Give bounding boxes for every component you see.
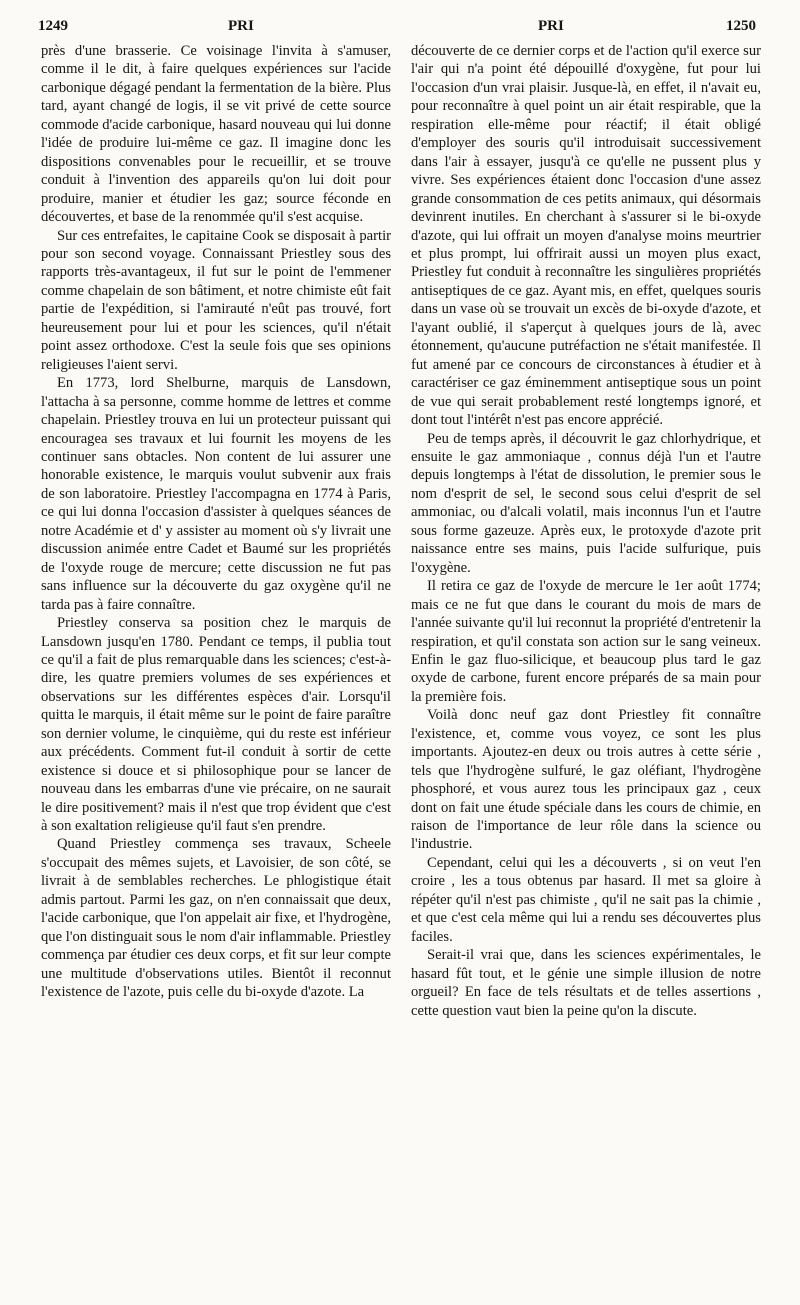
paragraph: Sur ces entrefaites, le capitaine Cook se disposait à partir pour son second voyage. Connaissant Priestley sous des rapports très-avantageux, il fut sur le point de l'emmener comme chapelain de son bâtiment, et notre chimiste eût fait partie de l'expédition, si l'amirauté n'eût pas trouvé, fort heureusement pour lui et pour les sciences, qu'il n'était point assez orthodoxe. C'est la seule fois que ses opinions religieuses l'aient servi. [41,227,391,373]
paragraph: découverte de ce dernier corps et de l'action qu'il exerce sur l'air qui n'a point été dépouillé d'oxygène, fut pour lui l'occasion d'un vrai plaisir. Jusque-là, en effet, il n'avait eu, pour reconnaître à quel point un air était respirable, que la respiration elle-même pour réactif; il était obligé d'employer des souris qu'il introduisait successivement dans l'air à essayer, jusqu'à ce qu'elle ne pussent plus y vivre. Ses expériences étaient donc l'occasion d'une assez grande consommation de ces petits animaux, qui désormais devinrent inutiles. En cherchant à s'assurer si le bi-oxyde d'azote, qui lui offrait un moyen d'analyse moins meurtrier et plus prompt, lui offrirait aussi un moyen plus exact, Priestley fut conduit à reconnaître les singulières propriétés antiseptiques de ce gaz. Ayant mis, en effet, quelques souris dans un vase où se trouvait un excès de bi-oxyde d'azote, et l'ayant oublié, il s'aperçut à quelques jours de là, avec étonnement, qu'aucune putréfaction ne s'était manifestée. Il fut amené par ce concours de circonstances à étudier et à caractériser ce gaz éminemment antiseptique sous un point de vue qui serait probablement resté longtemps ignoré, et dont tout l'intérêt n'est pas encore apprécié. [411,43,761,429]
paragraph: Quand Priestley commença ses travaux, Scheele s'occupait des mêmes sujets, et Lavoisier, de son côté, se livrait à de semblables recherches. Le phlogistique était admis partout. Parmi les gaz, on n'en connaissait que deux, l'acide carbonique, que l'on appelait air fixe, et l'hydrogène, que l'on distinguait sous le nom d'air inflammable. Priestley commença par étudier ces deux corps, et fit sur leur compte une multitude d'observations utiles. Bientôt il reconnut l'existence de l'azote, puis celle du bi-oxyde d'azote. La [41,836,391,1001]
left-column [41,42,391,1002]
right-running-head: PRI [538,18,564,34]
paragraph: Serait-il vrai que, dans les sciences expérimentales, le hasard fût tout, et le génie une simple illusion de notre orgueil? En face de tels résultats et de telles assertions , cette question vaut bien la peine qu'on la discute. [411,947,761,1019]
right-page-number: 1250 [726,18,756,34]
paragraph: Voilà donc neuf gaz dont Priestley fit connaître l'existence, et, comme vous voyez, ce sont les plus importants. Ajoutez-en deux ou trois autres à cette série , tels que l'hydrogène sulfuré, le gaz oléfiant, l'hydrogène phosphoré, et vous aurez tous les principaux gaz , ceux dont on fait une étude spéciale dans les cours de chimie, en raison de l'importance de leur rôle dans la science ou l'industrie. [411,707,761,853]
paragraph: Cependant, celui qui les a découverts , si on veut l'en croire , les a tous obtenus par hasard. Il met sa gloire à répéter qu'il n'est pas chimiste , qu'il ne sait pas la chimie , et que c'est cela même qui lui a rendu ses découvertes plus faciles. [411,854,761,945]
paragraph: Peu de temps après, il découvrit le gaz chlorhydrique, et ensuite le gaz ammoniaque , connus déjà l'un et l'autre depuis longtemps à l'état de dissolution, le premier sous le nom d'esprit de sel, le second sous celui d'esprit de sel ammoniac, ou d'alcali volatil, mais inconnus l'un et l'autre sous forme gazeuze. Après eux, le protoxyde d'azote prit naissance entre ses mains, puis l'acide sulfurique, puis l'oxygène. [411,430,761,576]
paragraph: En 1773, lord Shelburne, marquis de Lansdown, l'attacha à sa personne, comme homme de lettres et comme chapelain. Priestley trouva en lui un protecteur puissant qui encouragea ses travaux et lui fournit les moyens de les continuer sans obtacles. Non content de lui assurer une honorable existence, le marquis voulut subvenir aux frais de son laboratoire. Priestley l'accompagna en 1774 à Paris, ce qui lui donna l'occasion d'assister à quelques séances de notre Académie et d' y assister au moment où s'y livrait une discussion animée entre Cadet et Baumé sur les propriétés de l'oxyde rouge de mercure; cette discussion ne fut pas sans influence sur la découverte du gaz oxygène qu'il ne tarda pas à faire connaître. [41,375,391,613]
left-page-number: 1249 [38,18,68,34]
paragraph: près d'une brasserie. Ce voisinage l'invita à s'amuser, comme il le dit, à faire quelques expériences sur l'acide carbonique dégagé pendant la fermentation de la bière. Plus tard, ayant changé de logis, il se vit privé de cette source commode d'acide carbonique, hasard nouveau qui lui donne l'idée de produire lui-même ce gaz. Il imagine donc les dispositions convenables pour le recueillir, et se trouve conduit à l'invention des appareils qu'on lui doit pour produire, manier et étudier les gaz; source féconde en découvertes, et base de la renommée qu'il s'est acquise. [41,43,391,226]
paragraph: Priestley conserva sa position chez le marquis de Lansdown jusqu'en 1780. Pendant ce temps, il publia tout ce qu'il a fait de plus remarquable dans les sciences; c'est-à-dire, les quatre premiers volumes de ses expériences et observations sur les différentes espèces d'air. Lorsqu'il quitta le marquis, il était même sur le point de faire paraître son dernier volume, le cinquième, qui du reste est inférieur aux précédents. Comment fut-il conduit à sortir de cette existence si douce et si philosophique pour se lancer de nouveau dans les embarras d'une vie précaire, on ne saurait le dire positivement? mais il n'est que trop évident que c'est à son exaltation religieuse qu'il faut s'en prendre. [41,615,391,835]
left-running-head: PRI [228,18,254,34]
page-header [38,18,756,40]
right-column [411,42,761,1020]
paragraph: Il retira ce gaz de l'oxyde de mercure le 1er août 1774; mais ce ne fut que dans le courant du mois de mars de l'année suivante qu'il lui reconnut la propriété d'entretenir la respiration, et qu'il constata son action sur le sang veineux. Enfin le gaz fluo-silicique, et beaucoup plus tard le gaz oxyde de carbone, furent encore préparés de sa main pour la première fois. [411,578,761,705]
